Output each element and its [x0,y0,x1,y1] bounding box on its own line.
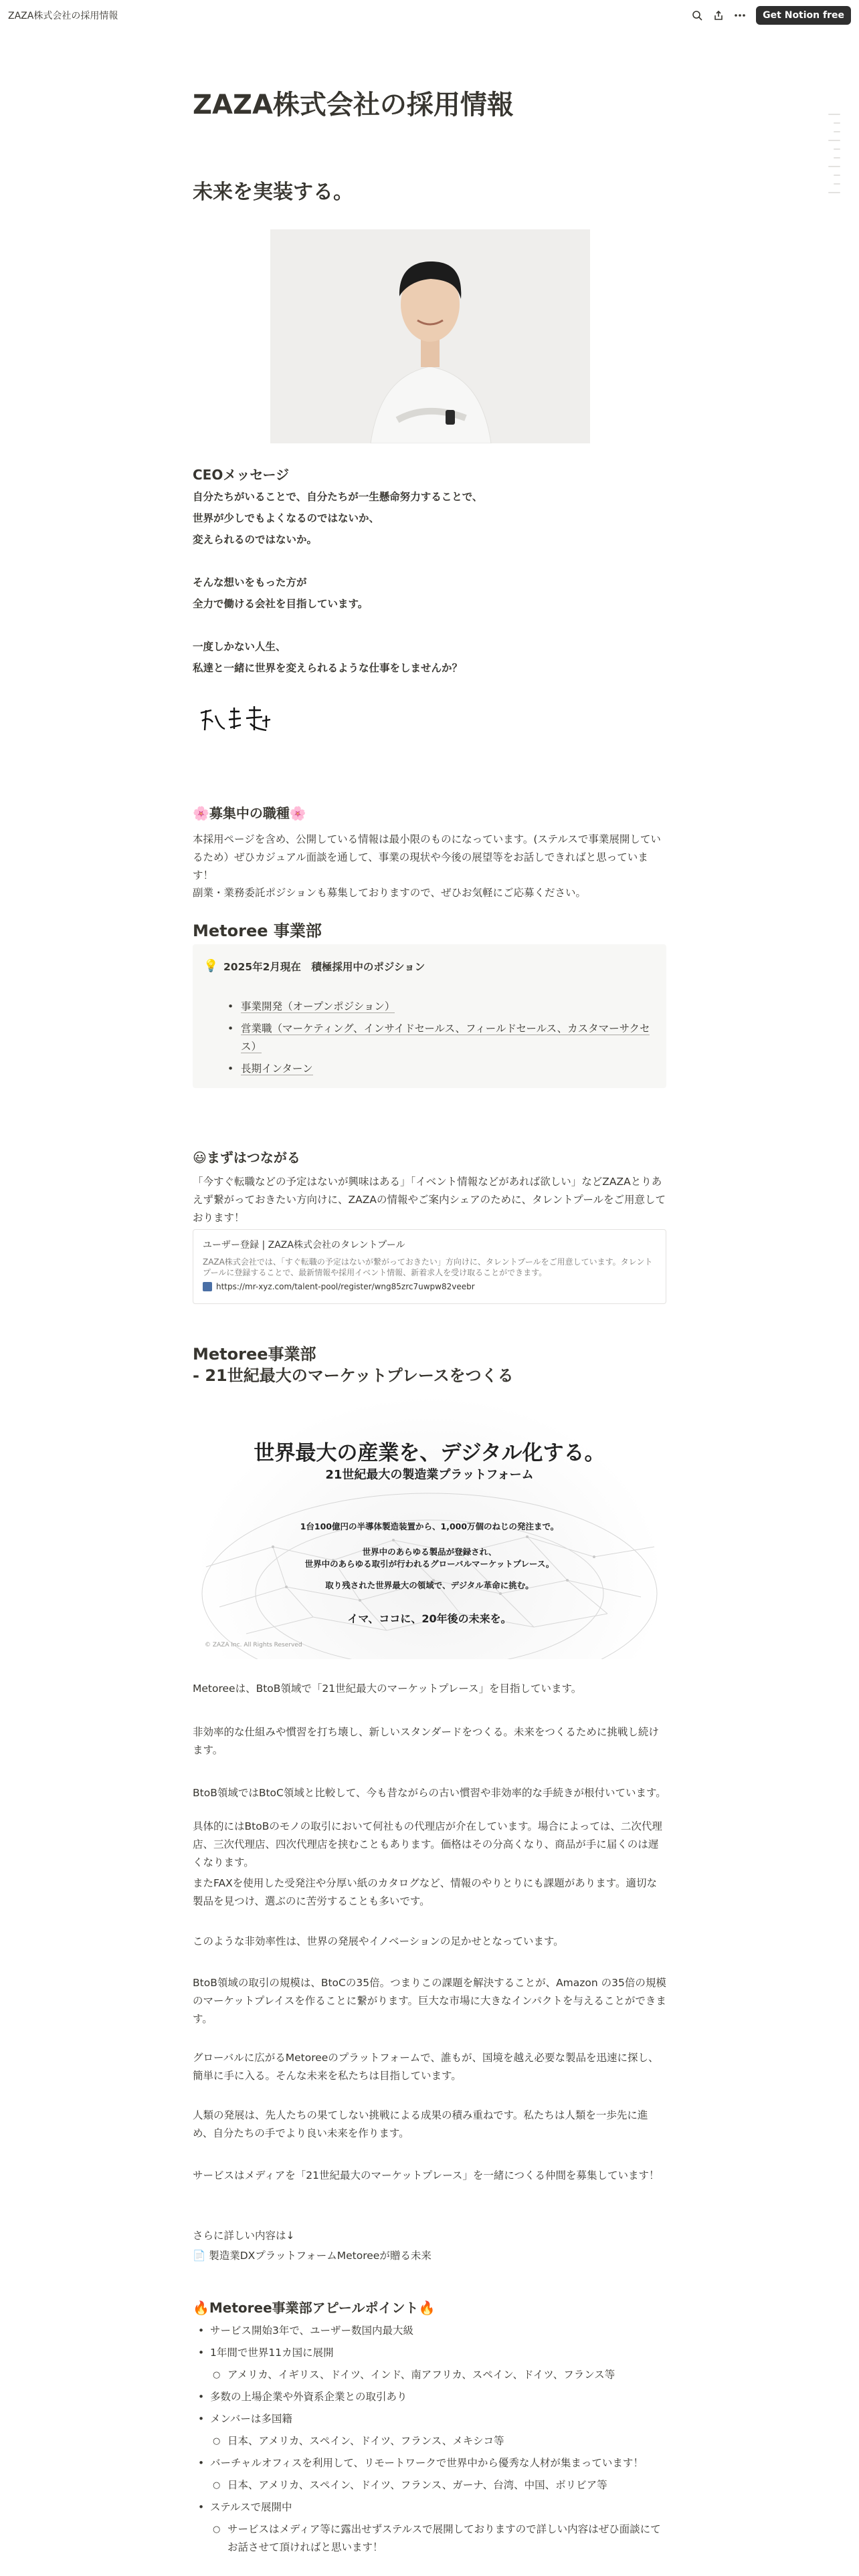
get-notion-free-button[interactable]: Get Notion free [756,6,851,25]
open-positions-intro: 本採用ページを含め、公開している情報は最小限のものになっています。(ステルスで事業展開しているため）ぜひカジュアル面談を通して、事業の現状や今後の展望等をお話しできればと思っています！ [193,833,661,881]
talent-pool-bookmark[interactable] [193,1229,666,1304]
fire-icon: 🔥 [193,2300,209,2316]
ceo-message-line: 私達と一緒に世界を変えられるような仕事をしませんか？ [193,662,463,674]
cherry-blossom-icon: 🌸 [193,805,209,821]
ceo-message-line: 全力で働ける会社を目指しています。 [193,598,369,610]
metoree-paragraph: 人類の発展は、先人たちの果てしない挑戦による成果の積み重ねです。私たちは人類を一歩先に進め、自分たちの手でより良い未来を作ります。 [193,2109,648,2139]
metoree-subheading: - 21世紀最大のマーケットプレースをつくる [193,1366,514,1385]
position-item[interactable]: • 営業職（マーケティング、インサイドセールス、フィールドセールス、カスタマーサクセス） [223,1020,652,1056]
list-item: ○ サービスはメディア等に露出せずステルスで展開しておりますので詳しい内容はぜひ面談にてお話させて頂ければと思います！ [193,2520,666,2557]
banner-line: 世界中のあらゆる製品が登録され、 [362,1547,497,1557]
positions-callout [193,944,666,1088]
ceo-message-line: 自分たちがいることで、自分たちが一生懸命努力することで、 [193,491,483,503]
metoree-paragraph: このような非効率性は、世界の発展やイノベーションの足かせとなっています。 [193,1935,564,1947]
list-item: • メンバーは多国籍 [193,2410,666,2428]
metoree-heading: Metoree事業部 [193,1345,316,1364]
ceo-message-line: そんな想いをもった方が [193,576,307,588]
fire-icon: 🔥 [418,2300,436,2316]
more-info-link[interactable]: 📄 製造業DXプラットフォームMetoreeが贈る未来 [193,2250,432,2262]
bookmark-title: ユーザー登録 | ZAZA株式会社のタレントプール [203,1240,405,1251]
position-item[interactable]: • 長期インターン [223,1060,652,1078]
metoree-paragraph: BtoB領域ではBtoC領域と比較して、今も昔ながらの古い慣習や非効率的な手続きが根付いています。 [193,1787,666,1799]
list-item: • ステルスで展開中 [193,2498,666,2516]
banner-copyright: © ZAZA Inc. All Rights Reserved [205,1642,302,1648]
lightbulb-icon: 💡 [203,959,219,973]
metoree-banner-image [193,1393,666,1659]
connect-heading: 😃まずはつながる [193,1150,300,1166]
top-bar [0,0,859,30]
tagline-heading: 未来を実装する。 [193,181,353,204]
metoree-paragraph: グローバルに広がるMetoreeのプラットフォームで、誰もが、国境を越え必要な製品を迅速に探し、簡単に手に入る。そんな未来を私たちは目指しています。 [193,2052,659,2082]
bookmark-description: ZAZA株式会社では、「すぐ転職の予定はないが繋がっておきたい」方向けに、タレントプールをご用意しています。タレントプールに登録することで、最新情報や採用イベント情報、新着求人を受け取ることができます。 [203,1257,653,1277]
ceo-photo [270,229,590,443]
ceo-message-heading: CEOメッセージ [193,467,290,483]
ceo-message-line: 一度しかない人生、 [193,641,286,653]
metoree-paragraph: BtoB領域の取引の規模は、BtoCの35倍。つまりこの課題を解決することが、Amazon の35倍の規模のマーケットプレイスを作ることに繋がります。巨大な市場に大きなインパクトを与えることができます。 [193,1977,666,2025]
metoree-paragraph: サービスはメディアを「21世紀最大のマーケットプレース」を一緒につくる仲間を募集しています！ [193,2169,660,2181]
smiley-icon: 😃 [193,1150,207,1166]
banner-main-text: 世界最大の産業を、デジタル化する。 [254,1441,605,1465]
favicon-icon [203,1282,212,1291]
list-item: ○ アメリカ、イギリス、ドイツ、インド、南アフリカ、スペイン、ドイツ、フランス等 [193,2366,666,2384]
table-of-contents-outline[interactable] [828,114,840,201]
share-icon[interactable] [709,6,728,25]
list-item: • 多数の上場企業や外資系企業との取引あり [193,2388,666,2406]
metoree-paragraph: 具体的にはBtoBのモノの取引において何社もの代理店が介在しています。場合によっては、二次代理店、三次代理店、四次代理店を挟むこともあります。価格はその分高くなり、商品が手に届くのは遅くなります。 [193,1820,662,1868]
metoree-paragraph: またFAXを使用した受発注や分厚い紙のカタログなど、情報のやりとりにも課題があります。適切な製品を見つけ、選ぶのに苦労することも多いです。 [193,1877,657,1907]
positions-list [223,998,652,1082]
open-positions-note: 副業・業務委託ポジションも募集しておりますので、ぜひお気軽にご応募ください。 [193,887,586,899]
ceo-message-line: 変えられるのではないか。 [193,534,318,546]
appeal-points-heading: 🔥Metoree事業部アピールポイント🔥 [193,2300,436,2316]
ceo-signature-image [197,704,284,740]
list-item: • サービス開始3年で、ユーザー数国内最大級 [193,2322,666,2340]
metoree-department-heading: Metoree 事業部 [193,922,322,940]
page-breadcrumb[interactable]: ZAZA株式会社の採用情報 [8,10,118,21]
more-info-label: さらに詳しい内容は↓ [193,2230,295,2242]
list-item: ○ 日本、アメリカ、スペイン、ドイツ、フランス、メキシコ等 [193,2432,666,2450]
search-icon[interactable] [688,6,706,25]
bookmark-url: https://mr-xyz.com/talent-pool/register/wng85zrc7uwpw82veebr [216,1282,475,1291]
banner-sub-text: 21世紀最大の製造業プラットフォーム [325,1468,534,1482]
page-title: ZAZA株式会社の採用情報 [193,90,514,120]
callout-title: 2025年2月現在 積極採用中のポジション [223,961,425,973]
list-item: • 1年間で世界11カ国に展開 [193,2344,666,2362]
appeal-points-list [193,2322,666,2561]
banner-line: 1台100億円の半導体製造装置から、1,000万個のねじの発注まで。 [300,1521,559,1531]
list-item: • バーチャルオフィスを利用して、リモートワークで世界中から優秀な人材が集まっています！ [193,2454,666,2472]
metoree-paragraph: 非効率的な仕組みや慣習を打ち壊し、新しいスタンダードをつくる。未来をつくるために挑戦し続けます。 [193,1726,659,1756]
connect-text: 「今すぐ転職などの予定はないが興味はある」「イベント情報などがあれば欲しい」などZAZAとりあえず繋がっておきたい方向けに、ZAZAの情報やご案内シェアのために、タレントプールをご用意しております！ [193,1176,666,1224]
position-item[interactable]: • 事業開発（オープンポジション） [223,998,652,1016]
metoree-paragraph: Metoreeは、BtoB領域で「21世紀最大のマーケットプレース」を目指しています。 [193,1683,582,1695]
banner-future-text: イマ、ココに、20年後の未来を。 [347,1612,512,1625]
banner-line: 世界中のあらゆる取引が行われるグローバルマーケットプレース。 [304,1559,555,1569]
open-positions-heading: 🌸募集中の職種🌸 [193,805,306,821]
list-item: ○ 日本、アメリカ、スペイン、ドイツ、フランス、ガーナ、台湾、中国、ボリビア等 [193,2476,666,2494]
ceo-message-line: 世界が少しでもよくなるのではないか、 [193,512,380,524]
cherry-blossom-icon: 🌸 [289,805,306,821]
more-icon[interactable] [731,6,749,25]
page-icon: 📄 [193,2250,206,2262]
banner-line: 取り残された世界最大の領域で、デジタル革命に挑む。 [325,1580,534,1590]
